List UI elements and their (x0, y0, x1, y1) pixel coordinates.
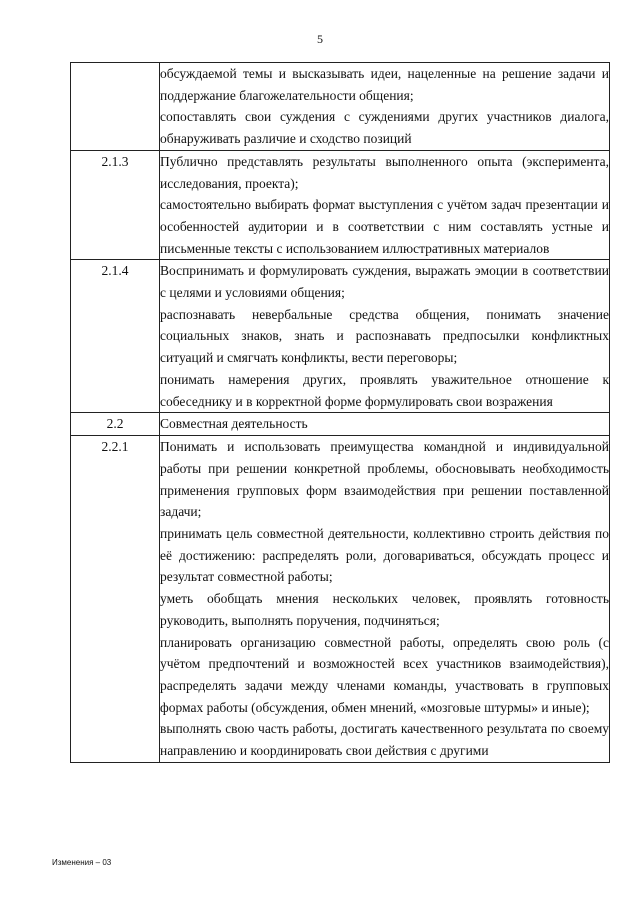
table-row (71, 150, 610, 260)
table-row (71, 413, 610, 436)
section-text (160, 413, 610, 436)
paragraph: сопоставлять свои суждения с суждениями других участников диалога, обнаруживать различие и сходство позиций (160, 109, 609, 147)
section-code (71, 63, 160, 151)
paragraph: выполнять свою часть работы, достигать качественного результата по своему направлению и координировать свои действия с другими (160, 721, 609, 759)
paragraph: Совместная деятельность (160, 416, 308, 432)
paragraph: Понимать и использовать преимущества командной и индивидуальной работы при решении конкретной проблемы, обосновывать необходимость применения групповых форм взаимодействия при решении поставленной задачи; (160, 439, 609, 520)
paragraph: самостоятельно выбирать формат выступления с учётом задач презентации и особенностей аудитории и в соответствии с ним составлять устные и письменные тексты с использованием иллюстративных материалов (160, 197, 609, 256)
paragraph: распознавать невербальные средства общения, понимать значение социальных знаков, знать и распознавать предпосылки конфликтных ситуаций и смягчать конфликты, вести переговоры; (160, 306, 609, 366)
section-text (160, 150, 610, 260)
page-number: 5 (317, 32, 323, 46)
section-text (160, 63, 610, 151)
table-body (71, 63, 610, 763)
paragraph: планировать организацию совместной работы, определять свою роль (с учётом предпочтений и возможностей всех участников взаимодействия), распределять задачи между членами команды, участвовать в групповых формах работы (обсуждения, обмен мнений, «мозговые штурмы» и иные); (160, 634, 609, 715)
table-row (71, 63, 610, 151)
paragraph: Воспринимать и формулировать суждения, выражать эмоции в соответствии с целями и условиями общения; (160, 263, 609, 301)
paragraph: принимать цель совместной деятельности, коллективно строить действия по её достижению: распределять роли, договариваться, обсуждать процесс и результат совместной работы; (160, 526, 609, 585)
section-code: 2.1.3 (71, 150, 160, 260)
section-code: 2.1.4 (71, 260, 160, 413)
paragraph: уметь обобщать мнения нескольких человек, проявлять готовность руководить, выполнять поручения, подчиняться; (160, 591, 609, 628)
table-row (71, 436, 610, 763)
content-table (70, 62, 610, 763)
section-code: 2.2 (71, 413, 160, 436)
section-code: 2.2.1 (71, 436, 160, 763)
paragraph: Публично представлять результаты выполненного опыта (эксперимента, исследования, проекта); (160, 153, 609, 191)
table-row (71, 260, 610, 413)
footer-note: Изменения – 03 (52, 858, 112, 867)
paragraph: понимать намерения других, проявлять уважительное отношение к собеседнику и в корректной форме формулировать свои возражения (160, 371, 609, 409)
section-text (160, 436, 610, 763)
paragraph: обсуждаемой темы и высказывать идеи, нацеленные на решение задачи и поддержание благожелательности общения; (160, 66, 609, 103)
section-text (160, 260, 610, 413)
